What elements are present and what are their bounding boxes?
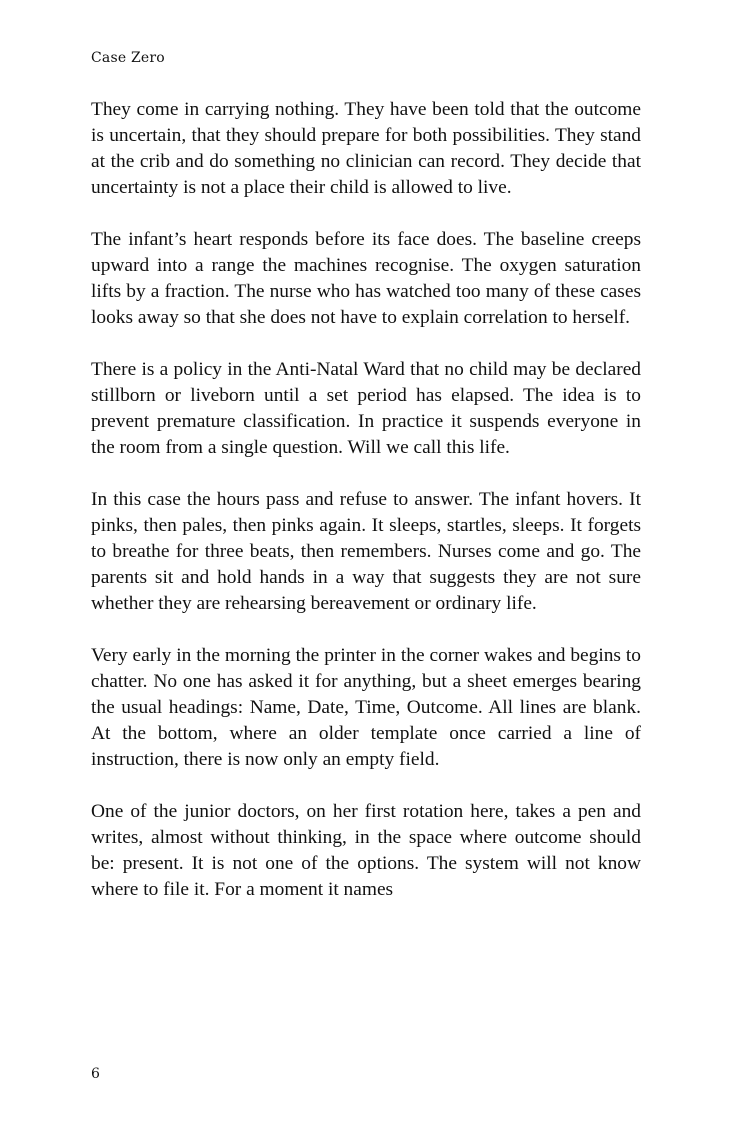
paragraph-4: In this case the hours pass and refuse to answer. The infant hovers. It pinks, then pales, then pinks again. It sleeps, startles, sleeps. It forgets to breathe for three beats, then remembers. Nurses come and go. The parents sit and hold hands in a way that suggests they are not sure whether they are rehearsing bereavement or ordinary life. [91,489,641,614]
paragraph-3: There is a policy in the Anti-Natal Ward that no child may be declared stillborn or liveborn until a set period has elapsed. The idea is to prevent premature classification. In practice it suspends everyone in the room from a single question. Will we call this life. [91,359,641,458]
running-head: Case Zero [91,50,165,66]
paragraph-2: The infant’s heart responds before its face does. The baseline creeps upward into a range the machines recognise. The oxygen saturation lifts by a fraction. The nurse who has watched too many of these cases looks away so that she does not have to explain correlation to herself. [91,229,641,328]
page-number: 6 [91,1066,100,1082]
paragraph-5: Very early in the morning the printer in the corner wakes and begins to chatter. No one has asked it for anything, but a sheet emerges bearing the usual headings: Name, Date, Time, Outcome. All lines are blank. At the bottom, where an older template once carried a line of instruction, there is now only an empty field. [91,645,641,770]
paragraph-6: One of the junior doctors, on her first rotation here, takes a pen and writes, almost without thinking, in the space where outcome should be: present. It is not one of the options. The system will not know where to file it. For a moment it names [91,801,641,900]
paragraph-1: They come in carrying nothing. They have been told that the outcome is uncertain, that they should prepare for both possibilities. They stand at the crib and do something no clinician can record. They decide that uncertainty is not a place their child is allowed to live. [91,99,641,198]
body-text [91,97,641,903]
